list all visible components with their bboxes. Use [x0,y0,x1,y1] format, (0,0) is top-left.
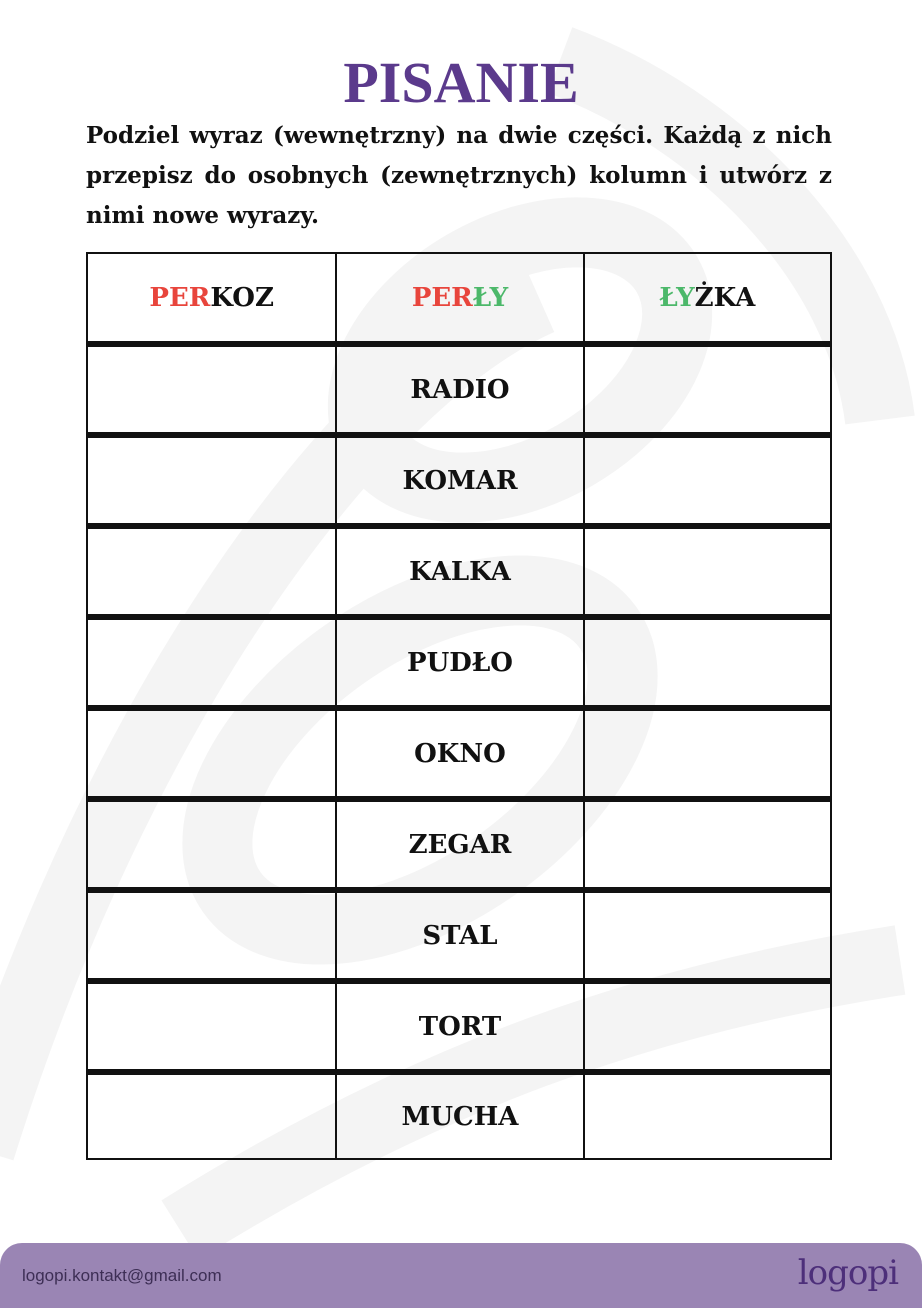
word-cell: KALKA [335,529,582,614]
answer-left-cell [88,711,335,796]
answer-right-cell [583,802,830,887]
answer-right-cell [583,529,830,614]
table-row [88,432,830,523]
answer-left-cell [88,438,335,523]
answer-right-cell [583,984,830,1069]
example-right-highlight: ŁY [659,283,695,313]
answer-right-cell [583,438,830,523]
answer-left-cell [88,984,335,1069]
example-right-cell [583,254,830,342]
answer-right-cell [583,711,830,796]
answer-left-cell [88,802,335,887]
contact-email: logopi.kontakt@gmail.com [22,1266,222,1285]
word-cell: TORT [335,984,582,1069]
example-right-rest: ŻKA [694,283,756,313]
table-header-row [88,254,830,342]
answer-right-cell [583,620,830,705]
answer-right-cell [583,1075,830,1158]
table-row [88,523,830,614]
page-title: PISANIE [343,50,579,115]
table-row [88,1069,830,1158]
table-row [88,614,830,705]
answer-left-cell [88,347,335,432]
example-left-cell [88,254,335,342]
word-cell: STAL [335,893,582,978]
word-cell: MUCHA [335,1075,582,1158]
word-cell: PUDŁO [335,620,582,705]
answer-left-cell [88,1075,335,1158]
example-left-rest: KOZ [210,283,274,313]
footer-bar [0,1243,922,1308]
example-left-highlight: PER [149,283,211,313]
answer-left-cell [88,893,335,978]
word-table [86,252,832,1160]
word-cell: KOMAR [335,438,582,523]
answer-right-cell [583,347,830,432]
word-cell: OKNO [335,711,582,796]
table-row [88,978,830,1069]
instructions-text: Podziel wyraz (wewnętrzny) na dwie części. Każdą z nich przepisz do osobnych (zewnętrznych) kolumn i utwórz z nimi nowe wyrazy. [86,122,832,229]
word-cell: RADIO [335,347,582,432]
answer-right-cell [583,893,830,978]
table-row [88,705,830,796]
answer-left-cell [88,620,335,705]
example-middle-cell [335,254,582,342]
table-row [88,887,830,978]
answer-left-cell [88,529,335,614]
word-cell: ZEGAR [335,802,582,887]
table-row [88,341,830,432]
table-row [88,796,830,887]
example-middle-second: ŁY [472,283,509,313]
logopi-logo: logopi [797,1253,898,1293]
example-middle-first: PER [411,283,473,313]
